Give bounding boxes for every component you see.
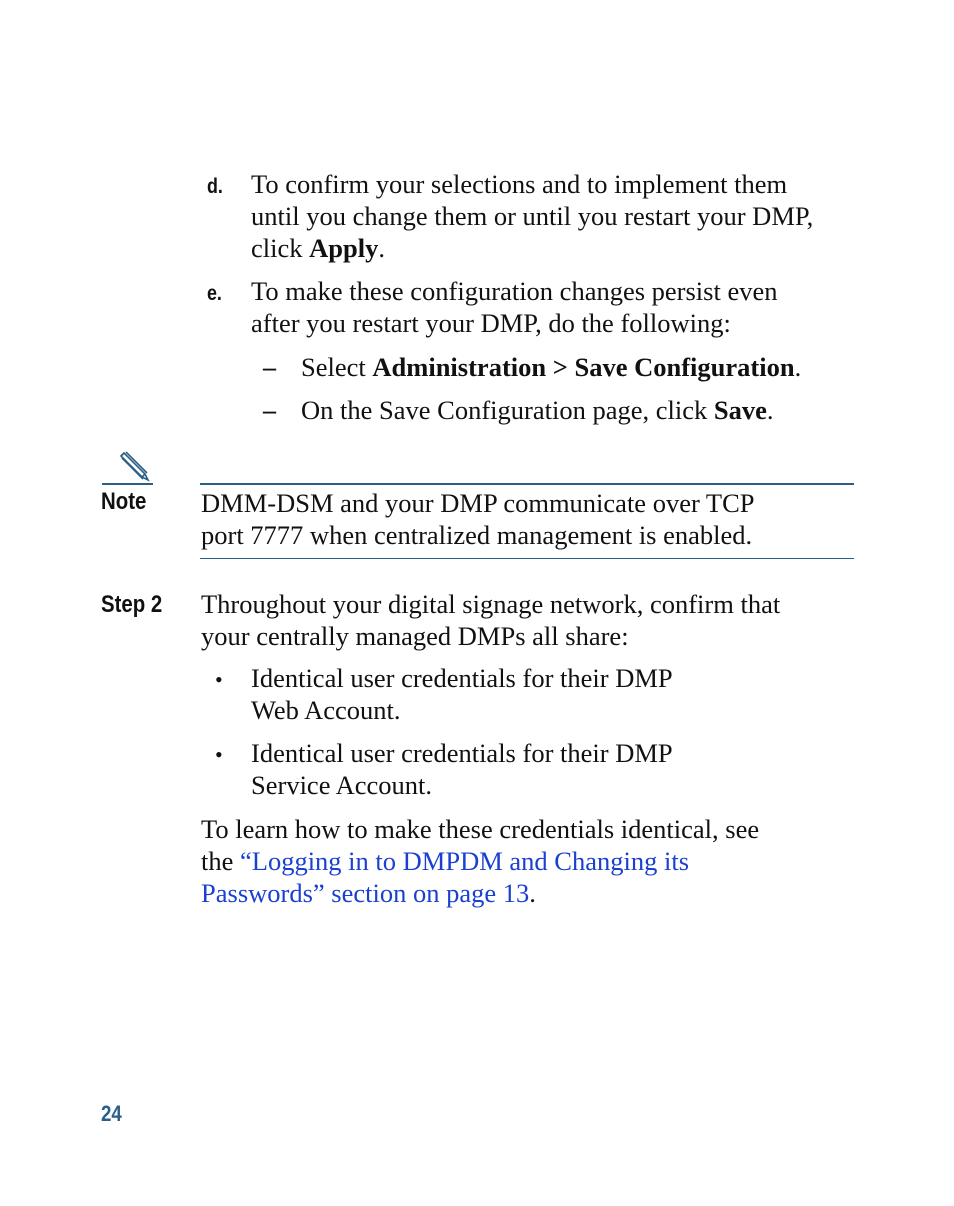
paragraph-prefix: the	[201, 846, 240, 876]
substep-d-line-3	[251, 232, 813, 264]
note-bottom-rule	[200, 558, 854, 559]
dash-bullet: –	[263, 353, 276, 382]
bullet-dot: •	[215, 667, 223, 692]
substep-e-letter: e.	[207, 282, 222, 305]
note-icon-underline	[102, 483, 153, 485]
substep-d-text	[251, 168, 813, 264]
substep-d-prefix: click	[251, 233, 310, 263]
step-2-intro	[201, 588, 780, 652]
bullet-dot: •	[215, 742, 223, 767]
bullet-item-service-account	[251, 737, 673, 801]
paragraph-line-2	[201, 845, 759, 877]
note-line-1: DMM-DSM and your DMP communicate over TCP	[201, 488, 755, 518]
pencil-note-icon	[118, 449, 154, 483]
paragraph-line-1: To learn how to make these credentials identical, see	[201, 814, 760, 844]
substep-d-suffix: .	[378, 233, 385, 263]
bullet-line-1: Identical user credentials for their DMP	[251, 663, 673, 693]
dash-item-prefix: Select	[301, 352, 373, 382]
apply-command: Apply	[309, 233, 379, 263]
menu-path: Administration > Save Configuration	[372, 352, 795, 382]
bullet-line-1: Identical user credentials for their DMP	[251, 738, 673, 768]
cross-reference-link-continued[interactable]: Passwords” section on page 13	[201, 878, 530, 908]
bullet-line-2: Service Account.	[251, 770, 433, 800]
bullet-line-2: Web Account.	[251, 695, 401, 725]
step-2-label: Step 2	[101, 591, 163, 618]
note-label: Note	[101, 488, 147, 515]
save-command: Save	[713, 395, 767, 425]
note-line-2: port 7777 when centralized management is enabled.	[201, 520, 753, 550]
substep-d-line-2: until you change them or until you restart your DMP,	[251, 201, 814, 231]
note-text	[201, 487, 755, 551]
credentials-paragraph	[201, 813, 759, 909]
step-2-line-1: Throughout your digital signage network, confirm that	[201, 589, 781, 619]
dash-bullet: –	[263, 396, 276, 425]
cross-reference-link[interactable]: “Logging in to DMPDM and Changing its	[240, 846, 690, 876]
substep-d-letter: d.	[207, 175, 223, 198]
dash-item-suffix: .	[766, 395, 774, 425]
substep-d-line-1: To confirm your selections and to implement them	[251, 169, 788, 199]
dash-item-suffix: .	[794, 352, 802, 382]
substep-e-text	[251, 275, 778, 339]
substep-e-line-1: To make these configuration changes persist even	[251, 276, 778, 306]
bullet-item-web-account	[251, 662, 673, 726]
substep-e-line-2: after you restart your DMP, do the following:	[251, 308, 731, 338]
dash-item-save	[301, 394, 773, 426]
dash-item-prefix: On the Save Configuration page, click	[301, 395, 714, 425]
paragraph-line-3	[201, 877, 759, 909]
page-number: 24	[101, 1101, 122, 1126]
note-top-rule	[200, 483, 854, 485]
paragraph-suffix: .	[529, 878, 536, 908]
step-2-line-2: your centrally managed DMPs all share:	[201, 621, 629, 651]
dash-item-select	[301, 351, 801, 383]
